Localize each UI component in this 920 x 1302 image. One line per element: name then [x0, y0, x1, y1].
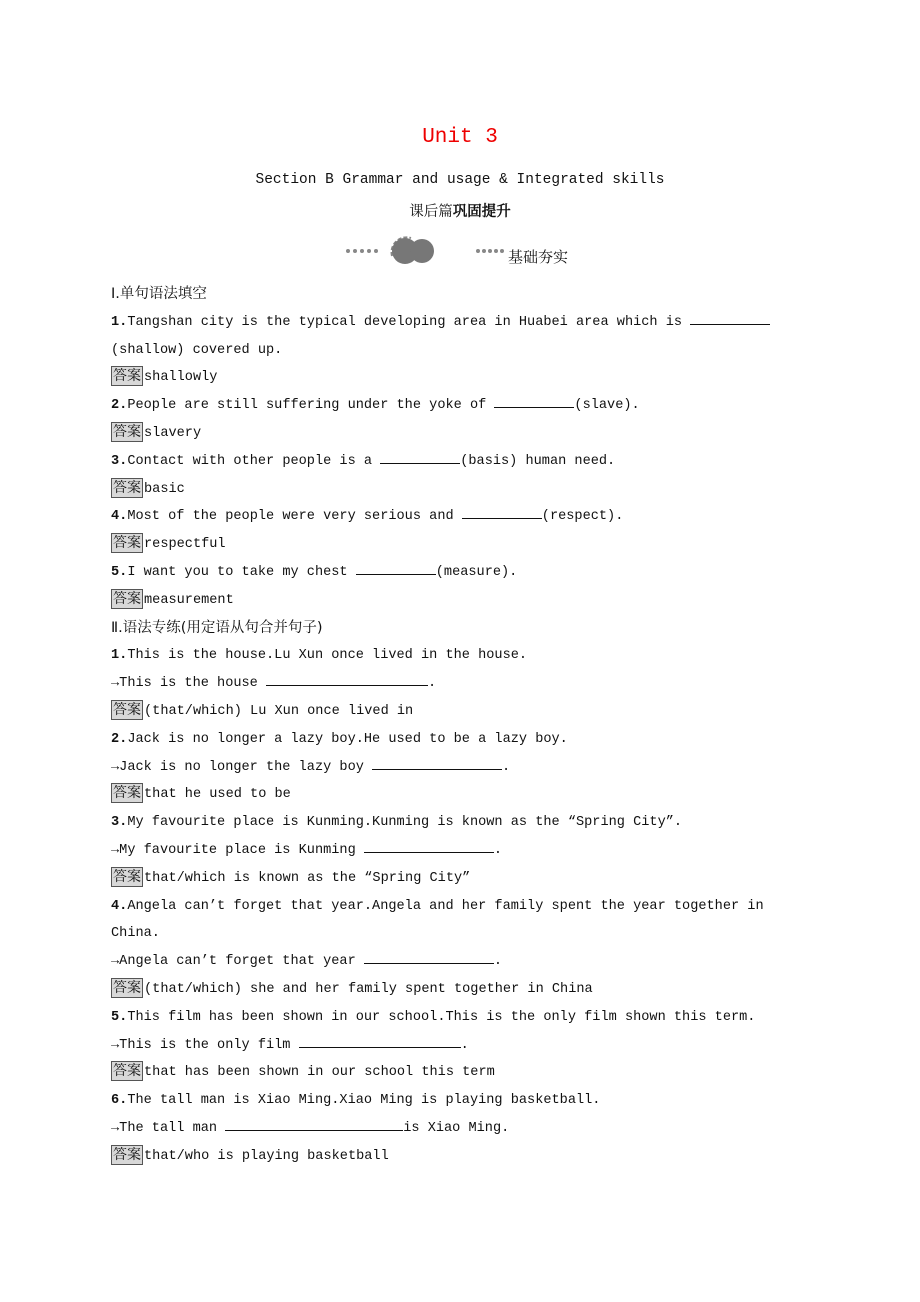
question-text: I want you to take my chest — [127, 564, 356, 580]
question-text: People are still suffering under the yoke of — [127, 398, 495, 414]
question-text: This film has been shown in our school.This is the only film shown this term. — [127, 1009, 756, 1025]
question-text: Angela can’t forget that year.Angela and her family spent the year together in China. — [111, 898, 764, 942]
subtitle-bold: 巩固提升 — [452, 204, 511, 220]
part1-heading: Ⅰ.单句语法填空 — [111, 286, 207, 302]
rewrite-text-after: . — [493, 842, 503, 858]
answer-blank — [380, 451, 460, 464]
question-line — [111, 503, 791, 531]
answer-text: (that/which) she and her family spent together in China — [144, 981, 593, 997]
answer-text: shallowly — [144, 370, 218, 386]
question-number: 3. — [111, 815, 128, 831]
answer-blank — [372, 757, 502, 770]
answer-line — [111, 1143, 791, 1171]
question-text: Jack is no longer a lazy boy.He used to be a lazy boy. — [127, 731, 568, 747]
answer-line — [111, 1059, 791, 1087]
answer-text: that has been shown in our school this term — [144, 1065, 495, 1081]
question-number: 4. — [111, 509, 128, 525]
answer-line — [111, 364, 791, 392]
question-number: 6. — [111, 1093, 128, 1109]
answer-text: that/which is known as the “Spring City” — [144, 870, 471, 886]
question-line — [111, 309, 791, 337]
answer-blank — [494, 395, 574, 408]
question-line — [111, 809, 791, 837]
answer-line — [111, 781, 791, 809]
question-text-after: (measure). — [435, 564, 518, 580]
unit-title: Unit 3 — [422, 126, 498, 149]
answer-blank — [462, 506, 542, 519]
question-text: Most of the people were very serious and — [127, 509, 462, 525]
rewrite-text-after: . — [502, 759, 511, 775]
question-line — [111, 1087, 791, 1115]
answer-tag: 答案 — [113, 423, 141, 440]
rewrite-line — [111, 1032, 791, 1060]
rewrite-text: →Angela can’t forget that year — [111, 954, 364, 970]
answer-line — [111, 976, 791, 1004]
answer-tag: 答案 — [113, 979, 141, 996]
rewrite-line — [111, 1115, 791, 1143]
rewrite-text: →My favourite place is Kunming — [111, 842, 364, 858]
answer-line — [111, 865, 791, 893]
question-text: My favourite place is Kunming.Kunming is known as the “Spring City”. — [127, 815, 683, 831]
answer-tag: 答案 — [113, 479, 141, 496]
answer-blank — [225, 1118, 403, 1131]
answer-blank — [299, 1035, 461, 1048]
question-number: 1. — [111, 314, 128, 330]
subtitle-plain: 课后篇 — [409, 204, 453, 220]
rewrite-text: →This is the only film — [111, 1037, 299, 1053]
answer-text: (that/which) Lu Xun once lived in — [144, 703, 414, 719]
rewrite-text-after: . — [428, 676, 437, 692]
answer-line — [111, 698, 791, 726]
answer-line — [111, 531, 791, 559]
question-line — [111, 1004, 791, 1032]
question-line — [111, 392, 791, 420]
section-subtitle: Section B Grammar and usage & Integrated skills — [255, 172, 665, 188]
question-line — [111, 893, 791, 949]
question-number: 5. — [111, 1009, 128, 1025]
question-text-after: (slave). — [574, 398, 640, 414]
section-banner — [345, 234, 585, 268]
question-number: 3. — [111, 453, 128, 469]
answer-text: slavery — [144, 425, 202, 441]
answer-blank — [356, 562, 436, 575]
question-text-after: (respect). — [541, 509, 624, 525]
rewrite-text-after: . — [493, 954, 503, 970]
answer-text: that he used to be — [144, 787, 291, 803]
question-line — [111, 448, 791, 476]
rewrite-text: →The tall man — [111, 1120, 226, 1136]
answer-blank — [364, 840, 494, 853]
rewrite-line — [111, 670, 791, 698]
rewrite-text-after: . — [460, 1037, 469, 1053]
rewrite-line — [111, 948, 791, 976]
answer-tag: 答案 — [113, 868, 141, 885]
question-number: 4. — [111, 898, 128, 914]
answer-text: basic — [144, 481, 185, 497]
answer-blank — [690, 312, 770, 325]
part2-heading: Ⅱ.语法专练(用定语从句合并句子) — [111, 619, 323, 636]
question-number: 2. — [111, 731, 128, 747]
question-text: Contact with other people is a — [127, 453, 381, 469]
question-text: This is the house.Lu Xun once lived in the house. — [127, 648, 528, 664]
question-number: 2. — [111, 398, 128, 414]
practice-subtitle — [0, 200, 920, 221]
answer-text: that/who is playing basketball — [144, 1148, 389, 1164]
question-text-after: (basis) human need. — [460, 453, 616, 469]
rewrite-line — [111, 754, 791, 782]
question-line — [111, 642, 791, 670]
rewrite-text-after: is Xiao Ming. — [403, 1120, 510, 1136]
question-line — [111, 726, 791, 754]
answer-tag: 答案 — [113, 590, 141, 607]
exercise-body — [111, 281, 791, 1171]
answer-text: measurement — [144, 592, 234, 608]
answer-line — [111, 587, 791, 615]
question-line — [111, 559, 791, 587]
answer-blank — [364, 951, 494, 964]
banner-circles-icon — [345, 234, 510, 268]
question-line-continued: (shallow) covered up. — [111, 342, 283, 358]
answer-tag: 答案 — [113, 1146, 141, 1163]
answer-tag: 答案 — [113, 785, 141, 802]
question-text: The tall man is Xiao Ming.Xiao Ming is playing basketball. — [127, 1093, 601, 1109]
answer-line — [111, 476, 791, 504]
banner-label: 基础夯实 — [508, 248, 569, 266]
question-text: Tangshan city is the typical developing area in Huabei area which is — [127, 314, 691, 330]
answer-line — [111, 420, 791, 448]
rewrite-text: →This is the house — [111, 676, 266, 692]
answer-tag: 答案 — [113, 1063, 141, 1080]
answer-blank — [266, 673, 428, 686]
answer-tag: 答案 — [113, 701, 141, 718]
rewrite-text: →Jack is no longer the lazy boy — [111, 759, 373, 775]
answer-tag: 答案 — [113, 368, 141, 385]
question-number: 1. — [111, 648, 128, 664]
rewrite-line — [111, 837, 791, 865]
answer-text: respectful — [144, 537, 226, 553]
question-number: 5. — [111, 564, 128, 580]
answer-tag: 答案 — [113, 535, 141, 552]
